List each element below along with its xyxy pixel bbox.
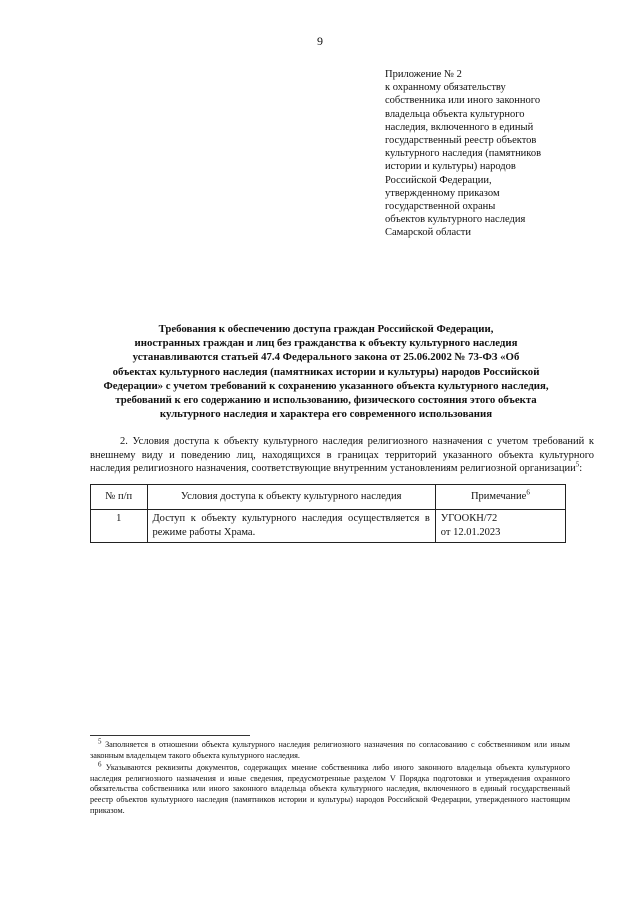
footnote-mark: 5 (98, 737, 102, 746)
paragraph-tail: : (579, 463, 583, 475)
heading-line: объектах культурного наследия (памятниках истории и культуры) народов Российской (112, 365, 540, 378)
header-note-label: Примечание (470, 491, 527, 502)
table-header-row (91, 485, 566, 510)
heading-line: требований к его содержанию и использованию, физического состояния этого объекта (115, 394, 537, 407)
footnote-text: Заполняется в отношении объекта культурного наследия религиозного назначения по согласованию с собственником или иным законным владельцем такого объекта культурного наследия. (90, 740, 570, 760)
heading-line: иностранных граждан и лиц без гражданства к объекту культурного наследия (134, 337, 518, 350)
annex-header (385, 68, 585, 240)
row-conditions: Доступ к объекту культурного наследия осуществляется в режиме работы Храма. (147, 510, 435, 543)
footnote-ref: 5 (575, 460, 580, 469)
header-note (435, 485, 565, 510)
footnotes (90, 737, 571, 818)
footnote-mark: 6 (98, 760, 102, 769)
access-conditions-table (90, 484, 566, 543)
heading-line: культурного наследия и характера его современного использования (159, 408, 493, 421)
footnote-ref: 6 (526, 488, 530, 497)
paragraph-text: 2. Условия доступа к объекту культурного наследия религиозного назначения с учетом требований к внешнему виду и поведению лиц, находящихся в границах территорий указанного объекта культурного наследия религиозного назначения, соответствующие внутренним установлениям религиозной организации (90, 436, 594, 475)
annex-line: собственника или иного законного (385, 95, 541, 107)
annex-line: Российской Федерации, (385, 174, 492, 186)
annex-line: Приложение № 2 (385, 69, 462, 80)
footnote (90, 737, 570, 761)
annex-line: владельца объекта культурного (385, 108, 525, 120)
annex-line: истории и культуры) народов (385, 161, 516, 173)
annex-line: к охранному обязательству (385, 82, 506, 94)
annex-line: утвержденному приказом (385, 187, 500, 199)
heading-line: Требования к обеспечению доступа граждан Российской Федерации, (158, 323, 494, 335)
annex-line: наследия, включенного в единый (385, 121, 534, 133)
row-note (435, 510, 565, 543)
annex-line: Самарской области (385, 227, 471, 239)
footnote-divider (90, 735, 250, 736)
annex-line: объектов культурного наследия (385, 214, 526, 226)
row-note-line: от 12.01.2023 (440, 527, 501, 538)
heading-line: Федерации» с учетом требований к сохранению указанного объекта культурного наследия, (103, 379, 549, 392)
access-conditions-paragraph (90, 435, 594, 476)
row-note-line: УГООКН/72 (440, 513, 498, 524)
page-number: 9 (317, 34, 323, 48)
heading-line: устанавливаются статьей 47.4 Федерального закона от 25.06.2002 № 73-ФЗ «Об (132, 351, 520, 364)
row-num: 1 (91, 510, 148, 543)
header-num: № п/п (91, 485, 148, 510)
document-heading (90, 322, 562, 421)
annex-line: культурного наследия (памятников (385, 148, 542, 160)
table-row (91, 510, 566, 543)
header-conditions: Условия доступа к объекту культурного наследия (147, 485, 435, 510)
footnote-text: Указываются реквизиты документов, содержащих мнение собственника либо иного законного владельца объекта культурного наследия религиозного назначения и иные сведения, предусмотренные разделом V Порядка подготовки и утверждения охранного обязательства собственника или иного законного владельца объекта культурного наследия, включенного в единый государственный реестр объектов культурного наследия (памятников истории и культуры) народов Российской Федерации, утвержденного настоящим приказом. (90, 763, 571, 815)
footnote (90, 760, 571, 816)
annex-line: государственный реестр объектов (385, 135, 537, 147)
annex-line: государственной охраны (385, 201, 496, 213)
